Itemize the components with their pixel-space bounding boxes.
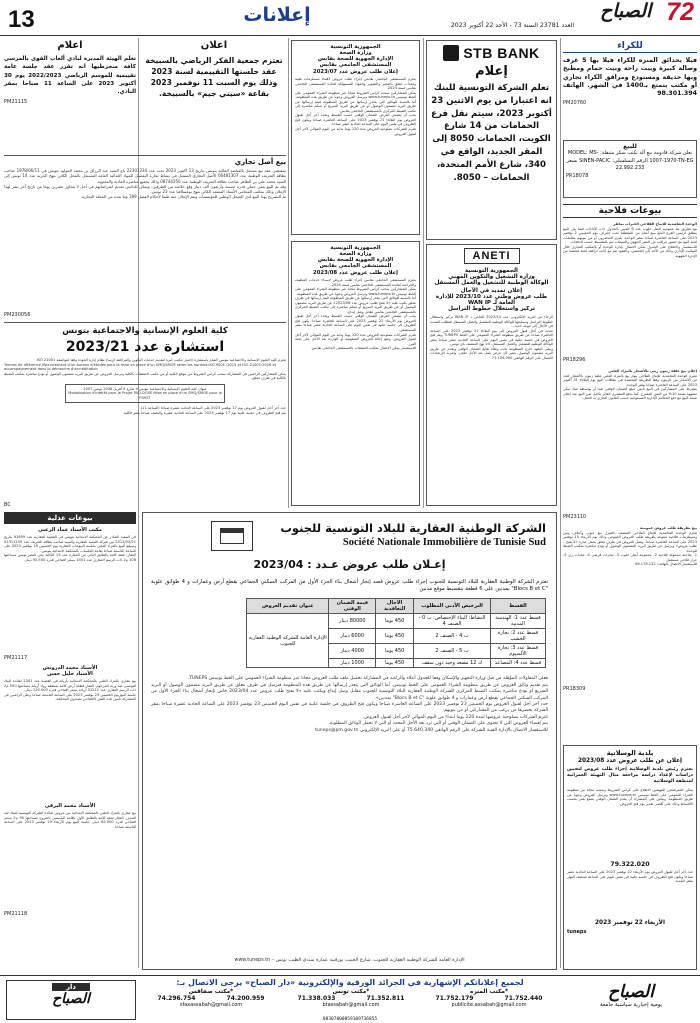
court-sale-2: بيع عقاري بالمزاد العلني بالمحكمة الابتدائية بأريانة في القضية عدد 2341 لفائدة البنك التونسي ضد ورثة المرحوم. العقار قطعة أرض كائنة بمنطقة رواد أريانة مساحتها 500 م2 ذات الرسم العقاري عدد 31211 أريانة بسعر افتتاحي قدره 120.000 دينار. جلسة البيع يوم الخميس 23 نوفمبر 2023 على الساعة التاسعة صباحا وعلى الراغبين في المشاركة تأمين ثلث الثمن الافتتاحي بصندوق المحكمة.	[4, 679, 137, 702]
snit-cell: 4000 دينار	[329, 644, 376, 659]
rent-heading: للكراء	[563, 40, 697, 53]
issue-line: العدد 23781 السنة 73 - الأحد 22 أكتوبر 2023	[450, 22, 575, 29]
municipality-sub: إعلان عن طلب عروض عدد 2023/08	[577, 758, 683, 764]
aneti-title-4: إعلان تمديد في الآجال	[460, 288, 523, 294]
snit-cell: ب 4 - الصنف 2	[414, 629, 491, 644]
snit-cell: ك 12 مصعد وحيد دون سقف	[414, 659, 491, 668]
snit-logo-icon	[220, 528, 244, 544]
faculty-deadline: حدد آخر أجل لقبول العروض يوم 17 نوفمبر 2023 على الساعة الحادية عشرة صباحا (الساعة 11). يتم فتح الظروف في جلسة علنية يوم 17 نوفمبر 2023 على الساعة الحادية عشرة والنصف صباحا بمقر الكلية.	[122, 406, 286, 415]
snit-cell-address: الإدارة العامة للشركة الوطنية العقارية للجنوب	[247, 614, 329, 668]
footer	[0, 975, 700, 1023]
office2-title: *مكتب تونس	[332, 989, 370, 995]
snit-lots-table	[246, 598, 546, 668]
aneti-body: الرجاء من البريد الإلكتروني عدد 2023/10 الخاص بـ WAN IP تركيز واستغلال خطوط التراسل وتسليمها للوكالة الوطنية للتشغيل والعمل المستقل فيطلب التمديد في الآجال إلى موعد جديد... تمديد في آجال قبول العروض إلى يوم الثلاثاء 21 نوفمبر 2023 على الساعة العاشرة صباحا عن طريق منظومة الشراء العمومي على الخط TUNEPS ويتم فتح العروض في جلسة علنية في نفس اليوم على الساعة الحادية عشر صباحا بمقر الوكالة الوطنية للتشغيل والعمل المستقل، 24 نهج المنصف باي تونس. ويبقى التعهد خارج المنظومة تحت وطأة طابع الضمان الوقتي ويقدم عن طريق البريد مضمون الوصول. يعتبر كل عرض يصل بعد الأجل ملغى. ولمزيد الإرشادات الاتصال على الرقم الهاتفي 71.104.000	[430, 315, 554, 360]
left-column-top	[142, 40, 286, 150]
aneti-title-2: وزارة التشغيل والتكوين المهني	[448, 274, 535, 280]
snit-cell: 1000 دينار	[329, 659, 376, 668]
aneti-title-6: تركيز واستغلال خطوط التراسل	[448, 306, 535, 312]
masthead-logo	[598, 0, 696, 34]
office3-phone-1: 74.296.754	[157, 995, 196, 1002]
office2-email: btassabah@gmail.com	[322, 1002, 380, 1008]
health-tender-2	[291, 241, 420, 506]
agri-sales-heading: بيوعات فلاحية	[563, 204, 697, 218]
ref-4: PM23110	[563, 514, 587, 520]
health1-title-2: وزارة الصحة	[339, 50, 372, 56]
health1-title-1: الجمهورية التونسية	[330, 44, 381, 50]
snit-cell: 450 يوما	[376, 629, 414, 644]
health1-body: يعتزم المستشفى الجامعي بقابس إجراء طلب عروض لاقتناء مستلزمات طبية ومعدات تتعلق بالمخبر والتصوير والمواد المستهلكة لفائدة المستشفى الجامعي بقابس لسنة 2024. يمكن للمشاركين سحب كراس الشروط مجانا عبر منظومة الشراء العمومي على الخط تونيبس www.tuneps.tn وترسل العروض وجوبا عن طريق هذه المنظومة. أما بالنسبة للوثائق التي يتعذر إرسالها عن طريق المنظومة فيتم إرسالها عن طريق البريد مضمون الوصول أو عن طريق البريد السريع أو تسلم مباشرة إلى مكتب الضبط المركزي بالمستشفى الجامعي بقابس. يجب أن يتضمن العرض الضمان الوقتي حسب القسط وتحدد آخر أجل لقبول العروض يوم الثلاثاء 21 نوفمبر 2023 على الساعة العاشرة صباحا ويكون فتح الظروف في نفس اليوم على الساعة الحادية عشر صباحا. تلتزم الشركات بصلوحية العروض مدة 120 يوما بداية من اليوم الموالي لآخر أجل لقبول العروض.	[295, 77, 417, 136]
page-header	[0, 0, 700, 36]
ref-d: PM21117	[4, 655, 28, 661]
health1-title-5: إعلان طلب عروض عدد 2023/07	[313, 69, 398, 75]
ref-2: PR18078	[566, 172, 589, 179]
logo-word: الصباح	[600, 0, 652, 22]
footer-logo-paper	[566, 982, 696, 1022]
aneti-title-5: طلب عروض وطني عدد 2023/10 للإدارة العامة لـ WAN IP	[435, 294, 548, 306]
ref-a: PM21115	[4, 99, 28, 106]
footer-weekly-label: دار	[52, 983, 90, 991]
stb-body: تعلم الشركة التونسية للبنك انه اعتبارا من يوم الاثنين 23 أكتوبر 2023، سيتم نقل فرع الحمامات من 14 شارع الكويت، الحمامات 8050 إلى المقر الجديد، الواقع في 340، شارع الأمم المتحدة، الحمامات – 8050.	[431, 83, 552, 183]
municipality-tuneps: tuneps	[567, 929, 587, 936]
snit-cell: النشاط: البناء الإختصاص: ب 0 - الصنف 4	[414, 614, 491, 629]
footer-banner: لجميع إعلاناتكم الإشهارية في الجرائد الورقية والإلكترونية «دار الصباح» يرجى الاتصال بـ:	[176, 978, 524, 987]
faculty-consultation-no: استشارة عدد 2023/21	[65, 339, 225, 355]
snit-th-address: عنوان تقديم العروض	[247, 599, 329, 614]
stb-brand: STB BANK	[463, 45, 540, 61]
stb-title: إعلام	[475, 64, 508, 79]
snit-cell: ب 5 - الصنف 2	[414, 644, 491, 659]
office3-title: *مكتب صفاقس	[188, 989, 234, 995]
stb-logo	[431, 45, 552, 61]
ilam2-body: تعلم الهيئة المديرة لنادي ألعاب القوى بالمرسى كافة منخرطيها انه تقرر عقد جلسة عامة تقييمية للموسم الرياضي 2022/2023 يوم 30 أكتوبر 2023 على الساعة 11 صباحا بمقر النادي.	[4, 56, 136, 96]
notary-1: مكتب الأستاذ عماد الزغبي	[38, 527, 102, 533]
snit-subtitle: إعـلان طلب عروض عـدد : 2023/04	[253, 558, 446, 571]
rent-text: فيلا بحدائق المنزه للكراء فيلا بها 5 غرف وصالة كبيرة وبيت راحة وبيت حمام ومطبخ وبها حديقة ومستودع ومرافق الكراء تجاري أو مكتب يتمتع بـ1400 في الشهر. الهاتف 98.301.394	[563, 57, 697, 98]
footer-logo-weekly	[6, 980, 136, 1020]
municipality-date: الأربعاء 22 نوفمبر 2023	[595, 920, 665, 927]
snit-cell: 450 يوما	[376, 614, 414, 629]
court-sales-heading: بيوعات عدلية	[4, 512, 136, 524]
snit-th-duration: الآجال التعاقدية	[376, 599, 414, 614]
court-sales	[4, 512, 136, 970]
municipality-price: 79.322.020	[610, 861, 650, 869]
left-column-top-2	[4, 40, 136, 150]
aneti-body-lead: الرجاء من البريد الإلكتروني عدد 2023/10 الخاص بـ WAN IP تركيز واستغلال خطوط التراسل وتسليمها للوكالة الوطنية للتشغيل والعمل المستقل فيطلب التمديد في الآجال إلى موعد جديد...	[430, 315, 554, 329]
snit-cell: 450 يوما	[376, 644, 414, 659]
office3-phone-2: 74.200.959	[226, 995, 265, 1002]
aneti-logo: ANETI	[464, 248, 520, 264]
municipality-text: يعتزم رئيس بلدية الوسلاتية إجراء طلب عروض لتحيين دراسات لإعداد دراسة مراجعة مثال التهيئة العمرانية لمنطقة الوسلاتية	[567, 767, 693, 785]
office1-phone-2: 71.752.440	[504, 995, 543, 1002]
office1-email: publicite.assabah@gmail.com	[451, 1002, 527, 1008]
ref-e: PM21118	[4, 911, 28, 917]
office2-phone-1: 71.338.033	[297, 995, 336, 1002]
office2-phone-2: 71.352.811	[366, 995, 405, 1002]
municipality-tender	[563, 745, 697, 970]
snit-cell: قسط عدد 3: نجارة الألمنيوم	[490, 644, 545, 659]
municipality-details-2: حدد آخر أجل لقبول العروض يوم الأربعاء 22 نوفمبر 2023 على الساعة الحادية عشر صباحا ويكون فتح الظروف في جلسة علنية في نفس اليوم على الساعة منتصف النهار بمقر البلدية.	[567, 870, 694, 884]
aneti-ad	[426, 244, 557, 506]
health1-title-3: الإدارة الجهوية للصحة بقابس	[317, 56, 394, 62]
health2-body: يعتزم المستشفى الجامعي بقابس إجراء طلب عروض لإسداء خدمات التنظيف والحراسة لفائدة المستشفى الجامعي بقابس لسنة 2024. يمكن للمشاركين سحب كراس الشروط مجانا عبر منظومة الشراء العمومي على الخط تونيبس www.tuneps.tn وترسل العروض وجوبا عن طريق هذه المنظومة. أما بالنسبة للوثائق التي يتعذر إرسالها عن طريق المنظومة فيتم إرسالها في ظرف مغلق يكتب عليه «لا يفتح طلب عروض عدد 2023/08» عن طريق البريد مضمون الوصول أو عن طريق البريد السريع أو تسلم مباشرة إلى مكتب الضبط المركزي بالمستشفى الجامعي بقابس مقابل وصل إيداع. يجب أن يتضمن العرض الضمان الوقتي حسب القسط ويحدد آخر أجل لقبول العروض يوم الأربعاء 22 نوفمبر 2023 على الساعة العاشرة صباحا. يكون فتح الظروف في جلسة علنية في نفس اليوم على الساعة الحادية عشر صباحا بمقر المستشفى. تلتزم الشركات بصلوحية العروض مدة 120 يوما بداية من اليوم الموالي لآخر أجل لقبول العروض. وتقع إحالة العروض المنقوصة أو الواردة بعد الأجل على لجنة الفرز. للاستفسار يمكن الاتصال بمكتب الصفقات بالمستشفى الجامعي بقابس.	[295, 278, 416, 351]
agri-sales-section	[563, 204, 697, 692]
sale-section	[563, 140, 697, 198]
snit-th-lot: القسط	[490, 599, 545, 614]
snit-cell: 450 يوما	[376, 659, 414, 668]
snit-cell: 80000 دينار	[329, 614, 376, 629]
office1-phone-1: 71.752.179	[435, 995, 474, 1002]
health2-title-5: إعلان طلب عروض عدد 2023/08	[313, 270, 398, 276]
agri-sale-body-2: إعلان بيع علفة زيتون زيتي بالأشجار بالمزاد العلني تعتزم الوحدة التعاضدية للإنتاج الفلاحي بنوار بيع بالمزاد العلني علفة زيتون بالأشجار لعدد من الأشجار من الزيتون وفقا للطريقة المعتمدة في بطاقات البيع يوم الثلاثاء 31 أكتوبر 2023 على الساعة العاشرة صباحا بمقر الوحدة. يشترط على المشاركين في البيع تأمين مبلغ الضمان الوقتي نقدا أو بواسطة صك بنكي مشهود بقيمة 10% من الثمن المقترح. كما يدفع المشتري الفائز بكامل ثمن البيع عند إعلان نتيجة البيع مع دفع المعاليم الإدارية المستوجبة حسب القانون الجاري به العمل.	[563, 369, 698, 401]
office1-title: *مكتب المنزه	[470, 989, 508, 995]
sale-heading: للبيع	[623, 143, 637, 150]
health-tender-1	[291, 40, 420, 235]
snit-conditions: فعلى المقاولات المؤهلة من قبل وزارة التجهيز والإسكان وفقا للجدول أعلاه والراغبة في المشاركة تحميل ملف طلب العروض مجانا عبر منظومة الشراء العمومي على الخط تونيبس TUNEPS. يتم تقديم وثائق العروض عن طريق منظومة الشراء العمومي على الخط تونيبس. أما الوثائق التي يتعذر إرسالها عن طريق هذه المنظومة فترسل في ظرف مغلق عن طريق البريد مضمون الوصول أو البريد السريع أو تودع مباشرة بمكتب الضبط المركزي للشركة الوطنية العقارية للبلاد التونسية للجنوب مقابل وصل إيداع ويكتب عليه «لا يفتح طلب عروض عدد 2023/04 خاص بإنجاز أشغال بناء الجزء الأول من المركب السكني الجماعي بقطع أرض وعمارات و 4 طوابق علوية "Blocs B et C" بمدنين». حدد آخر أجل لقبول العروض يوم الخميس 23 نوفمبر 2023 على الساعة العاشرة صباحا ويكون فتح الظروف في جلسة علنية في نفس اليوم الخميس 23 نوفمبر 2023 على الساعة الحادية عشرة صباحا بمقر الشركة يحضرها من يرغب من المشاركين أو من ينوبهم. تلتزم الشركات بصلوحية عروضها لمدة 120 يوما ابتداء من اليوم الموالي لآخر أجل لقبول العروض. يتم إقصاء العروض التي لا تحتوي على الضمان الوقتي أو التي ترد بعد الأجل المحدد أو التي لا تحمل الوثائق المطلوبة. للاستفسار الاتصال بالإدارة الفنية للشركة على الرقم الهاتفي 75.640.340 أو على البريد الإلكتروني tuneps@pm.gov.tn	[151, 676, 548, 733]
section-title: إعلانات	[243, 4, 311, 26]
snit-tender	[142, 512, 557, 970]
health2-title-2: وزارة الصحة	[339, 251, 372, 257]
health2-title-1: الجمهورية التونسية	[330, 245, 381, 251]
snit-cell: قسط عدد 2: نجارة الخشب	[490, 629, 545, 644]
sale-text: تعلن شركة قادومة بيع آلة تكتب سكر متنقلة: MODEL: MS-1007-1970-TN-EG الرقم التسلسلي: SINEN-PACIC بسعر 22.992.233	[566, 150, 694, 171]
snit-cell: قسط عدد 1: الهندسة المدنية	[490, 614, 545, 629]
agri-sale-body-1: الوحدة التعاضدية للإنتاج الفلاحي الخيرات بماطر بيع بطريق بتة عمومية لأبقار حلوب عدد 6 المبين بالجدول ذات الأداءات فيما يلي البيع ينطلق لرئيس الفرع التابع ببيع أغنام من المقطعة تحت إشراف يوم الخميس 2 نوفمبر 2023 على الساعة العاشرة صباحا بمقر الوحدة. يلتزم الحاضرون أو من ينوبهم بتعليمات لجنة البيع مع حضور مراقب من المقر الجهوي والمبيعات تتم بالتقسيط حسب الدفعات. للاستفسار والاطلاع على الجدول يمكن الاتصال بإدارة الوحدة أو بالمكتب التجاري خلال التوقيت الإداري وذلك من الأحد إلى الخميس، والعقود تتم مع كاتب ترافقه لجنة مختصة من الإدارة الجهوية.	[563, 222, 697, 258]
ref-5: PR18309	[563, 686, 586, 692]
snit-th-guarantee: قيمة الضمان الوقتي	[329, 599, 376, 614]
stb-logo-mark	[443, 45, 459, 61]
business-sale-body: بمقتضى عقد بيع مسجل بالقباضة المالية بتونس بتاريخ 13 أكتوبر 2023 تحت عدد 22301234 باع السيد عبد الرزاق بن محمد المولود بتونس في 1978/06/11 صاحب بطاقة التعريف الوطنية عدد 06481307 الأصل التجاري المتمثل في نشاط تجارة التفصيل للمواد الغذائية العامة المستغل بالمحل الكائن بنهج الحرية عدد 14 تونس إلى السيد محمد علي بن الطاهر صاحب بطاقة التعريف الوطنية عدد 08744350 وذلك بجميع عناصره المادية والمعنوية. وقد تم البيع بثمن جملي قدره خمسة وأربعون ألف دينار وقع خلاصه بين الطرفين. ويمكن للدائنين تقديم اعتراضاتهم في أجل لا يتجاوز عشرين يوما من تاريخ آخر نشر لهذا الإعلان وذلك بمكتب المحامي الأستاذ المعتمد الكائن بنهج يوغسلافيا عدد 23 تونس. تم التصريح بهذا البيع لدى السجل الوطني للمؤسسات ويتم الإعلان عنه طبقا لأحكام الفصل 189 وما بعده من المجلة التجارية.	[4, 168, 286, 200]
logo-number: 72	[666, 0, 694, 26]
health1-title-4: المستشفى الجامعي بقابس	[319, 62, 392, 68]
ref-c: BC	[4, 502, 11, 508]
office3-email: sfaxassabah@gmail.com	[179, 1002, 243, 1008]
court-sale-3: بيع عقاري بالمزاد العلني بالمحكمة الابتدائية ببن عروس لفائدة الشركة التونسية للبنك ضد المدين. العقار شقة كائنة بالطابق الأول بإقامة الياسمين بالمروج مساحتها 95 م2 بسعر افتتاحي قدره 85.000 دينار. جلسة البيع يوم الأربعاء 29 نوفمبر 2023 على الساعة التاسعة صباحا.	[4, 811, 136, 829]
footer-paper-logo: الصباح	[608, 982, 654, 1002]
business-sale-heading: بيع أصل تجاري	[234, 158, 286, 166]
footer-weekly-logo: الصباح	[52, 991, 90, 1007]
notary-2: الأستاذ محمد الدرويش	[42, 665, 98, 671]
court-sale-1: في التنفيذ الصادر عن المحكمة الابتدائية بتونس في القضية العقارية عدد 91659 بتاريخ 2013/03/21 بين شركة التنمية العقارية والسيد صاحب بطاقة التعريف عدد 01311155 وسيقع البيع بالمزاد العلني بجلسة البيوعات العقارية يوم الخميس 16 نوفمبر 2023 على الساعة التاسعة صباحا بقاعة الجلسات بالمحكمة الابتدائية بتونس. العقار: شقة كائنة بالطابق الثاني من العمارة عدد 13 الكائنة بحي النصر تونس مساحتها 106 م2 ذات الرسم العقاري عدد 1451 بسعر افتتاحي قدره 92.500 دينار.	[4, 535, 136, 562]
snit-cell: قسط عدد 4: المصاعد	[490, 659, 545, 668]
aneti-title-1: الجمهورية التونسية	[465, 268, 518, 274]
page-number: 13	[8, 6, 35, 33]
table-row	[247, 614, 546, 629]
municipality-heading: بلدية الوسلاتية	[606, 749, 654, 757]
ref-1: PM20760	[563, 100, 587, 107]
rent-section	[563, 40, 697, 106]
health2-title-4: المستشفى الجامعي بقابس	[319, 263, 392, 269]
footer-tagline: يومية إخبارية سياسية جامعة	[599, 1002, 663, 1008]
notary-4: الأستاذ محمد البرقي	[44, 803, 96, 809]
aneti-title-3: الوكالة الوطنية للتشغيل والعمل المستقل	[434, 280, 549, 286]
ilam-body: تعتزم جمعية الفكر الرياضي بالسبيخة عقد جلستها التقييمية لسنة 2023 وذلك يوم السبت 11 نوفمبر 2023 بقاعة «سيتي جيم» بالسبيخة.	[145, 56, 283, 98]
snit-title-fr: Société Nationale Immobilière de Tunisie Sud	[342, 537, 546, 548]
faculty-body: تعتزم كلية العلوم الإنسانية والاجتماعية بتونس القيام باستشارة لاختيار مكتب خبرة لتقديم خدمات التكوين والمرافقة لإرساء نظام إدارة الجودة وفقا لمواصفة ISO 21001. Termes de référence /Recrutement d'un bureau d'études pour la mise en place d'un SMQ/SMOE selon les normes ISO 9001 :2015 et ISO 21001:2018 et accompagnement dans la démarche d'accréditation يمكن للمشاركين الراغبين في المشاركة سحب كراس الشروط من موقع الكلية أو من مكتب الصفقات بالكلية وترسل العروض عن طريق البريد مضمون الوصول أو تودع مباشرة بمكتب الضبط بالكلية في ظرف مغلق.	[4, 358, 286, 381]
business-sale	[4, 158, 286, 318]
faculty-title: كلية العلوم الإنسانية والاجتماعية بتونس	[62, 326, 228, 336]
ref-3: PR18296	[563, 357, 586, 363]
snit-title-ar: الشركة الوطنية العقارية للبلاد التونسية للجنوب	[280, 521, 546, 535]
ilam-heading: اعلان	[200, 40, 228, 51]
municipality-details: يمكن للمترشحين المهتمين الاطلاع على كراس الشروط وسحبه مجانا من منظومة الشراء العمومي على الخط تونيبس www.tuneps.tn وترسل العروض وجوبا عن طريق المنظومة. ويتعين على المشارك أن يقدم الضمان الوقتي بمبلغ يقدر بحسب الأقساط وذلك على أقصى تقدير يوم فتح العروض.	[567, 788, 693, 806]
snit-logo	[211, 521, 253, 551]
snit-footer-line: الإدارة العامة للشركة الوطنية العقارية للجنوب، شارع الحبيب بورقيبة عمارة سيدي الطيب تونس – www.tuneps.tn	[234, 958, 465, 963]
stb-bank-ad	[426, 40, 557, 240]
faculty-consultation	[4, 326, 286, 508]
agri-sale-body-3: بيع بطريقة طلب عروض عمومية تعتزم الوحدة التعاضدية للإنتاج الفلاحي المنصف بالمنزل بيع حبوب وأعلاف وتبن ومستلزمات فلاحية متنوعة بطريقة طلب العروض العمومي وذلك يوم الأربعاء 15 نوفمبر 2023 على الساعة العاشرة صباحا. وتقبل العروض في ظرف مغلق يحمل عبارة «لا يفتح – طلب عروض» ويرسل عن طريق البريد المضمون الوصول أو يودع مباشرة بمكتب الضبط للوحدة. 1- شاحنة محمولة فلاحية 2- مجموعة أبقار حلوب 3- محراث قرصي 4- معدات ري 5- جرار فلاحي مستعمل للاستفسار الاتصال بالهاتف: 98.178.132	[563, 526, 697, 567]
snit-th-license: الترخيص الأدنى المطلوب	[414, 599, 491, 614]
ref-b: PM230056	[4, 312, 31, 318]
ilam2-heading: اعلام	[57, 40, 83, 51]
faculty-inner-box: عنوان كلية العلوم الإنسانية والاجتماعية بتونس 9 شارع 9 أفريل 1938 تونس 1007 Modalisation d'intérêt pour le Projet PAQ-DGSE Mise en place d'un SMQ/SMOE pour la FSHST	[65, 384, 225, 404]
notary-3: الأستاذ خليل حسن	[47, 671, 93, 677]
snit-intro: تعتزم الشركة الوطنية العقارية للبلاد التونسية للجنوب إجراء طلب عروض قصد إنجاز أشغال بناء الجزء الأول من المركب السكني الجماعي بقطع أرض وعمارات و 4 طوابق علوية "Blocs B et C" بمدنين على 6 قطعة بتقسيط موقع مدنين	[151, 579, 548, 593]
snit-cell: 6000 دينار	[329, 629, 376, 644]
footer-rib: 08307000059109736855	[322, 1017, 378, 1022]
health2-title-3: الإدارة الجهوية للصحة بقابس	[317, 257, 394, 263]
